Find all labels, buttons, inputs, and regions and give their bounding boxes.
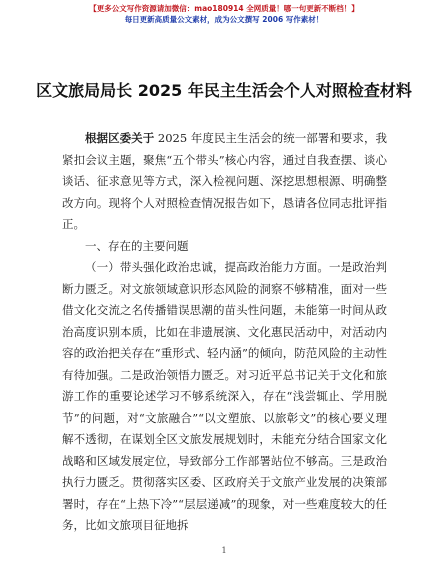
intro-paragraph	[62, 128, 387, 236]
body-paragraph: （一）带头强化政治忠诚，提高政治能力方面。一是政治判断力匮乏。对文旅领域意识形态风险的洞察不够精准，面对一些借文化交流之名传播错误思潮的苗头性问题，未能第一时间从政治高度识别本质，比如在非遗展演、文化惠民活动中，对活动内容的政治把关存在“重形式、轻内涵”的倾向，防范风险的主动性有待加强。二是政治领悟力匮乏。对习近平总书记关于文化和旅游工作的重要论述学习不够系统深入，存在“浅尝辄止、学用脱节”的问题，对“文旅融合”“以文塑旅、以旅彰文”的核心要义理解不透彻，在谋划全区文旅发展规划时，未能充分结合国家文化战略和区域发展定位，导致部分工作部署站位不够高。三是政治执行力匮乏。贯彻落实区委、区政府关于文旅产业发展的决策部署时，存在“上热下冷”“层层递减”的现象，对一些难度较大的任务，比如文旅项目征地拆	[62, 260, 387, 532]
document-body	[62, 128, 387, 537]
banner-promo-line: 【更多公文写作资源请加微信：mao180914 全网质量！哪一句更新不断档！】	[89, 4, 359, 13]
intro-lead: 根据区委关于	[85, 131, 155, 145]
intro-text: 2025 年度民主生活会的统一部署和要求，我紧扣会议主题，聚焦“五个带头”核心内容，通过自我查摆、谈心谈话、征求意见等方式，深入检视问题、深挖思想根源、明确整改方向。现将个人对照检查情况报告如下，恳请各位同志批评指正。	[62, 131, 388, 231]
section-heading: 一、存在的主要问题	[85, 238, 189, 253]
banner-subline: 每日更新高质量公文素材，成为公文撰写 2006 写作素材！	[124, 15, 324, 24]
page-number: 1	[221, 546, 227, 555]
document-title: 区文旅局局长 2025 年民主生活会个人对照检查材料	[36, 81, 412, 100]
header-banner	[0, 4, 448, 25]
